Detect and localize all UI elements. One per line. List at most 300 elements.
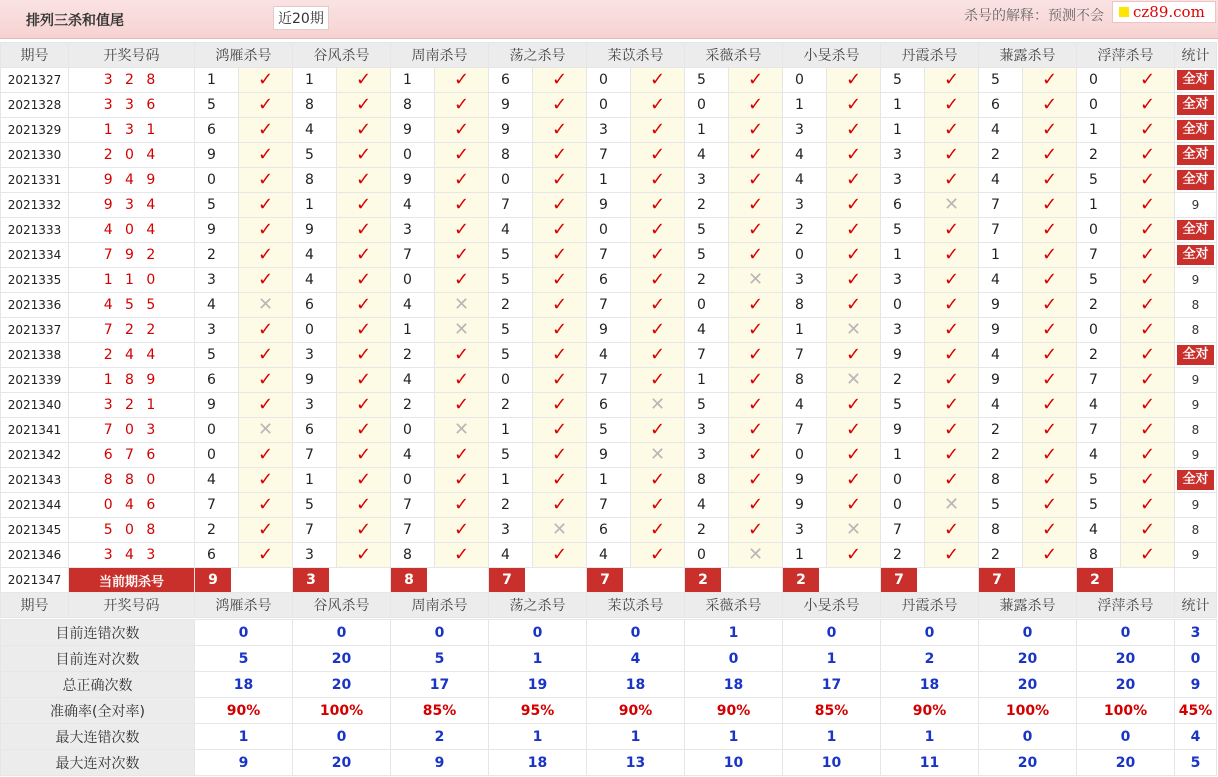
kill-number: 1 [1077,193,1121,218]
kill-number: 3 [881,143,925,168]
summary-value: 10 [685,750,783,776]
summary-value: 0 [489,620,587,646]
kill-number: 0 [685,293,729,318]
result-cell [337,518,391,543]
kill-number: 2 [195,243,239,268]
kill-number: 0 [587,93,631,118]
result-cell [1023,243,1077,268]
kill-number: 0 [881,468,925,493]
check-icon: ✓ [943,144,960,165]
check-icon: ✓ [1041,394,1058,415]
column-header: 茉苡杀号 [587,43,685,68]
column-header: 荡之杀号 [489,593,587,618]
kill-number: 4 [685,318,729,343]
result-cell [827,218,881,243]
check-icon: ✓ [747,69,764,90]
result-cell [827,468,881,493]
kill-number: 4 [293,243,337,268]
kill-number: 2 [391,393,435,418]
kill-number: 5 [489,243,533,268]
result-cell [1121,468,1175,493]
result-cell [729,518,783,543]
stat-value: 9 [1191,198,1200,212]
result-cell [435,493,489,518]
check-icon: ✓ [551,294,568,315]
summary-table [0,619,1217,776]
kill-number: 4 [195,293,239,318]
kill-number: 2 [979,543,1023,568]
kill-number: 7 [783,418,827,443]
cross-icon: ✕ [747,269,764,290]
result-cell [435,168,489,193]
kill-number: 2 [1077,343,1121,368]
kill-number: 1 [881,243,925,268]
check-icon: ✓ [943,269,960,290]
check-icon: ✓ [551,494,568,515]
kill-number: 7 [1077,368,1121,393]
check-icon: ✓ [355,244,372,265]
summary-value: 4 [1175,724,1217,750]
kill-number: 5 [1077,493,1121,518]
result-cell [1023,68,1077,93]
kill-number: 0 [1077,93,1121,118]
result-cell [239,418,293,443]
brand-text: cz89.com [1133,3,1205,21]
check-icon: ✓ [649,469,666,490]
result-cell [435,468,489,493]
kill-number: 1 [685,368,729,393]
summary-value: 4 [587,646,685,672]
check-icon: ✓ [943,519,960,540]
check-icon: ✓ [747,194,764,215]
kill-number: 4 [391,443,435,468]
kill-number: 0 [783,443,827,468]
result-cell [239,193,293,218]
kill-number: 8 [979,518,1023,543]
kill-number: 5 [293,143,337,168]
stat-cell [1175,443,1217,468]
kill-number: 2 [195,518,239,543]
draw-number: 5 0 8 [69,518,195,543]
kill-number: 9 [195,143,239,168]
summary-label: 最大连对次数 [1,750,195,776]
result-cell [729,68,783,93]
result-cell [1023,168,1077,193]
kill-number: 9 [881,343,925,368]
check-icon: ✓ [551,444,568,465]
check-icon: ✓ [1139,444,1156,465]
result-cell [729,418,783,443]
kill-number: 4 [391,293,435,318]
result-cell [239,468,293,493]
result-cell [533,518,587,543]
kill-number: 6 [195,368,239,393]
column-header: 丹霞杀号 [881,43,979,68]
kill-number: 9 [587,443,631,468]
check-icon: ✓ [747,419,764,440]
check-icon: ✓ [943,94,960,115]
summary-value: 18 [195,672,293,698]
check-icon: ✓ [1139,494,1156,515]
result-cell [729,368,783,393]
kill-number: 1 [1077,118,1121,143]
check-icon: ✓ [453,69,470,90]
result-cell [435,293,489,318]
kill-number: 7 [391,243,435,268]
table-header-row [1,43,1217,68]
check-icon: ✓ [747,469,764,490]
summary-value: 95% [489,698,587,724]
stat-cell [1175,318,1217,343]
check-icon: ✓ [551,544,568,565]
check-icon: ✓ [1041,419,1058,440]
check-icon: ✓ [747,319,764,340]
table-row [1,168,1217,193]
summary-label: 准确率(全对率) [1,698,195,724]
result-cell [533,393,587,418]
stat-value: 9 [1191,398,1200,412]
stat-value: 9 [1191,548,1200,562]
check-icon: ✓ [551,219,568,240]
check-icon: ✓ [355,194,372,215]
result-cell [827,118,881,143]
table-row [1,293,1217,318]
check-icon: ✓ [257,144,274,165]
kill-number: 1 [391,68,435,93]
check-icon: ✓ [257,194,274,215]
check-icon: ✓ [257,244,274,265]
cross-icon: ✕ [943,494,960,515]
result-cell [631,218,685,243]
check-icon: ✓ [257,69,274,90]
result-cell [239,393,293,418]
check-icon: ✓ [649,219,666,240]
kill-number: 5 [489,343,533,368]
draw-number: 8 8 0 [69,468,195,493]
kill-number: 5 [881,68,925,93]
period-id: 2021330 [1,143,69,168]
kill-number: 9 [195,218,239,243]
kill-number: 3 [195,268,239,293]
column-header: 小旻杀号 [783,43,881,68]
kill-number: 4 [391,193,435,218]
result-cell [729,193,783,218]
check-icon: ✓ [1041,344,1058,365]
check-icon: ✓ [355,169,372,190]
check-icon: ✓ [649,94,666,115]
check-icon: ✓ [453,494,470,515]
check-icon: ✓ [355,369,372,390]
brand-square-icon [1119,7,1129,17]
check-icon: ✓ [355,519,372,540]
kill-number: 3 [783,118,827,143]
check-icon: ✓ [257,269,274,290]
result-cell [337,468,391,493]
stat-cell [1175,393,1217,418]
check-icon: ✓ [1139,294,1156,315]
check-icon: ✓ [355,69,372,90]
result-cell [533,68,587,93]
draw-number: 3 2 1 [69,393,195,418]
result-cell [631,518,685,543]
check-icon: ✓ [1041,244,1058,265]
summary-value: 1 [489,724,587,750]
check-icon: ✓ [1139,369,1156,390]
period-id: 2021336 [1,293,69,318]
check-icon: ✓ [1041,94,1058,115]
period-id: 2021342 [1,443,69,468]
result-cell [1121,243,1175,268]
check-icon: ✓ [943,319,960,340]
period-id: 2021333 [1,218,69,243]
kill-number: 4 [1077,518,1121,543]
stat-value: 9 [1191,448,1200,462]
table-row [1,543,1217,568]
check-icon: ✓ [747,519,764,540]
draw-number: 1 8 9 [69,368,195,393]
kill-number: 6 [489,68,533,93]
result-cell [827,243,881,268]
result-cell [827,543,881,568]
kill-number: 1 [293,68,337,93]
period-id: 2021341 [1,418,69,443]
summary-value: 90% [587,698,685,724]
summary-value: 5 [1175,750,1217,776]
current-kill-badge: 7 [587,568,623,592]
stat-cell [1175,293,1217,318]
result-cell [827,368,881,393]
column-header: 蒹露杀号 [979,593,1077,618]
stat-value: 8 [1191,523,1200,537]
check-icon: ✓ [1041,219,1058,240]
kill-number: 4 [979,118,1023,143]
result-cell [729,443,783,468]
result-cell [533,268,587,293]
result-cell [827,268,881,293]
check-icon: ✓ [355,444,372,465]
check-icon: ✓ [453,519,470,540]
period-id: 2021340 [1,393,69,418]
check-icon: ✓ [355,394,372,415]
result-cell [1121,543,1175,568]
kill-number: 7 [391,518,435,543]
result-cell [1023,93,1077,118]
result-cell [631,368,685,393]
stat-cell [1175,218,1217,243]
kill-number: 2 [685,518,729,543]
result-cell [631,293,685,318]
result-cell [729,118,783,143]
check-icon: ✓ [257,94,274,115]
kill-number: 2 [685,193,729,218]
result-cell [1121,193,1175,218]
check-icon: ✓ [649,269,666,290]
kill-number: 5 [685,243,729,268]
stat-cell [1175,268,1217,293]
check-icon: ✓ [453,544,470,565]
draw-number: 6 7 6 [69,443,195,468]
stat-cell [1175,118,1217,143]
summary-value: 90% [881,698,979,724]
draw-number: 7 9 2 [69,243,195,268]
kill-number: 3 [489,518,533,543]
check-icon: ✓ [453,119,470,140]
check-icon: ✓ [453,169,470,190]
result-cell [533,443,587,468]
result-cell [729,143,783,168]
check-icon: ✓ [1041,119,1058,140]
check-icon: ✓ [943,219,960,240]
table-row [1,218,1217,243]
summary-value: 17 [783,672,881,698]
kill-number: 8 [783,293,827,318]
check-icon: ✓ [649,544,666,565]
kill-number: 3 [685,418,729,443]
period-id: 2021346 [1,543,69,568]
check-icon: ✓ [1139,344,1156,365]
result-cell [631,468,685,493]
check-icon: ✓ [1041,519,1058,540]
result-cell [631,93,685,118]
result-cell [533,418,587,443]
draw-number: 7 2 2 [69,318,195,343]
result-cell [631,418,685,443]
summary-value: 11 [881,750,979,776]
current-kill-label: 当前期杀号 [69,568,195,593]
check-icon: ✓ [453,94,470,115]
kill-number: 2 [979,443,1023,468]
kill-number: 3 [293,543,337,568]
check-icon: ✓ [1041,494,1058,515]
result-cell [729,543,783,568]
result-cell [1023,543,1077,568]
current-kill-badge: 8 [391,568,427,592]
kill-number: 3 [195,318,239,343]
summary-row [1,672,1217,698]
check-icon: ✓ [845,194,862,215]
brand-logo[interactable] [1112,1,1216,23]
result-cell [729,493,783,518]
check-icon: ✓ [845,244,862,265]
kill-number: 9 [391,168,435,193]
result-cell [435,318,489,343]
result-cell [729,168,783,193]
kill-number: 2 [391,343,435,368]
table-row [1,468,1217,493]
result-cell [435,543,489,568]
period-id: 2021344 [1,493,69,518]
result-cell [729,393,783,418]
result-cell [925,143,979,168]
kill-number: 2 [881,368,925,393]
check-icon: ✓ [1139,269,1156,290]
draw-number: 1 1 0 [69,268,195,293]
period-select[interactable]: 近20期 [273,6,329,30]
table-row [1,418,1217,443]
result-cell [1121,318,1175,343]
result-cell [239,443,293,468]
check-icon: ✓ [453,269,470,290]
check-icon: ✓ [649,319,666,340]
result-cell [533,493,587,518]
check-icon: ✓ [551,69,568,90]
kill-number: 3 [783,193,827,218]
kill-number: 9 [783,468,827,493]
current-kill-cell [979,568,1077,593]
stat-cell [1175,243,1217,268]
top-bar [0,0,1218,39]
kill-number: 7 [391,493,435,518]
period-id: 2021335 [1,268,69,293]
result-cell [925,293,979,318]
kill-number: 7 [783,343,827,368]
stat-value: 8 [1191,298,1200,312]
result-cell [1121,493,1175,518]
stat-cell [1175,343,1217,368]
table-row [1,268,1217,293]
check-icon: ✓ [649,119,666,140]
column-header: 谷风杀号 [293,43,391,68]
result-cell [1023,518,1077,543]
check-icon: ✓ [649,294,666,315]
explain-text: 杀号的解释：预测不会 [964,8,1104,24]
summary-value: 20 [979,646,1077,672]
kill-table [0,42,1217,618]
check-icon: ✓ [649,144,666,165]
stat-cell [1175,543,1217,568]
result-cell [533,118,587,143]
result-cell [1023,493,1077,518]
stat-value: 9 [1191,273,1200,287]
result-cell [631,68,685,93]
check-icon: ✓ [1139,219,1156,240]
kill-number: 1 [783,543,827,568]
cross-icon: ✕ [257,419,274,440]
result-cell [1023,293,1077,318]
check-icon: ✓ [747,294,764,315]
result-cell [1121,368,1175,393]
result-cell [729,218,783,243]
summary-value: 18 [685,672,783,698]
kill-number: 9 [783,493,827,518]
check-icon: ✓ [257,219,274,240]
kill-number: 9 [489,93,533,118]
kill-number: 5 [685,393,729,418]
check-icon: ✓ [1139,394,1156,415]
kill-number: 0 [587,218,631,243]
all-correct-badge: 全对 [1177,120,1213,140]
kill-number: 4 [293,118,337,143]
result-cell [631,143,685,168]
result-cell [239,118,293,143]
check-icon: ✓ [355,294,372,315]
period-id: 2021329 [1,118,69,143]
stat-cell [1175,168,1217,193]
result-cell [631,193,685,218]
all-correct-badge: 全对 [1177,145,1213,165]
check-icon: ✓ [355,494,372,515]
kill-number: 9 [391,118,435,143]
check-icon: ✓ [845,294,862,315]
kill-number: 0 [1077,68,1121,93]
result-cell [435,118,489,143]
kill-number: 0 [685,543,729,568]
column-header: 采薇杀号 [685,43,783,68]
check-icon: ✓ [453,469,470,490]
kill-number: 7 [587,243,631,268]
check-icon: ✓ [943,394,960,415]
kill-number: 6 [587,268,631,293]
